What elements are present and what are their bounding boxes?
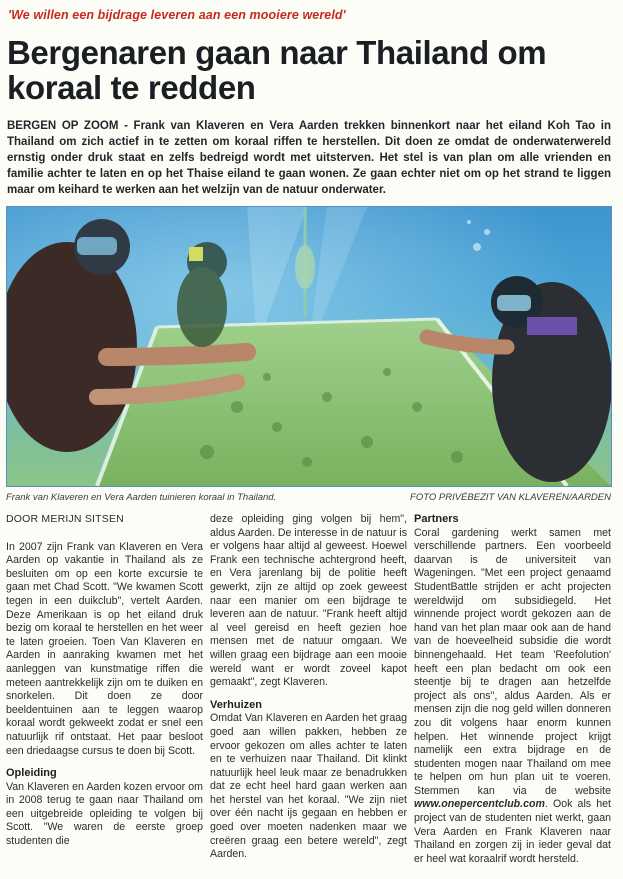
coral-garden-illustration: [7, 207, 611, 486]
kicker-quote: 'We willen een bijdrage leveren aan een mooiere wereld': [8, 8, 346, 22]
photo-credit: FOTO PRIVÉBEZIT VAN KLAVEREN/AARDEN: [410, 492, 611, 503]
website-link[interactable]: www.onepercentclub.com: [414, 798, 545, 811]
article-column-1: [6, 513, 203, 849]
body-paragraph: Omdat Van Klaveren en Aarden het graag goed aan willen pakken, hebben ze ervoor gekozen om alles achter te laten en te verhuizen naar Thailand. Dit klinkt natuurlijk heel leuk maar ze benadrukken dat ze echt heel hard gaan werken aan het herstel van het koraal. "We zijn niet over één nacht ijs gegaan en hebben er goed over moeten nadenken maar we creëren graag een betere wereld", zegt Aarden.: [210, 712, 407, 861]
subheading-partners: Partners: [414, 513, 459, 525]
article-column-2: [210, 513, 407, 862]
byline: DOOR MERIJN SITSEN: [6, 513, 124, 525]
body-text: Coral gardening werkt samen met verschillende partners. Een voorbeeld daarvan is de universiteit van Wageningen. "Met een project genaamd StudentBattle strijden er acht projecten wereldwijd om subsidiegeld. Het winnende project wordt gekozen aan de hand van het plan maar ook aan de hand van de hoeveelheid subsidie die wordt binnengehaald. Het team 'Reefolution' heeft een plan bedacht om ook een steentje bij te dragen aan hetzelfde project als ons", aldus Aarden. Als er mensen zijn die nog geld willen donneren zou dit volgens haar enorm kunnen helpen. Het winnende project krijgt namelijk een extra bijdrage en de studenten mogen naar Thailand om mee te helpen om hun plan uit te voeren. Stemmen kan via de website: [414, 526, 611, 797]
headline: Bergenaren gaan naar Thailand om koraal te redden: [7, 34, 547, 106]
body-text: . Ook als het project van de studenten niet werkt, gaan Vera Aarden en Frank Klaveren naar Thailand en zorgen zij in ieder geval dat er heel wat koraalrif wordt hersteld.: [414, 798, 611, 865]
body-paragraph: [414, 527, 611, 867]
lead-paragraph: BERGEN OP ZOOM - Frank van Klaveren en Vera Aarden trekken binnenkort naar het eiland Koh Tao in Thailand om zich actief in te zetten om koraal riffen te herstellen. Dit doen ze omdat de onderwaterwereld ernstig onder druk staat en zelfs bedreigd wordt met uitsterven. Het stel is van plan om alle vrienden en familie achter te laten en op het Thaise eiland te gaan wonen. Ze gaan echter niet om op het strand te liggen maar om keihard te werken aan het welzijn van de natuur onderwater.: [7, 120, 611, 196]
body-paragraph: In 2007 zijn Frank van Klaveren en Vera Aarden op vakantie in Thailand als ze besluiten om op een korte excursie te gaan met Chad Scott. "We kwamen Scott tegen in een duikclub", vertelt Aarden. Deze Amerikaan is op het eiland druk bezig om koraal te herstellen en het weer te laten groeien. Toen Van Klaveren en Aarden in aanraking kwamen met het aanleggen van kunstmatige riffen die meteen aantrekkelijk zijn om te duiken en snorkelen. Dit doen ze door beeldentuinen aan te leggen waarop koraal wordt gekweekt zodat er snel een natuurlijk rif ontstaat. Het paar besloot een driedaagse cursus te doen bij Scott.: [6, 540, 203, 757]
photo-caption: Frank van Klaveren en Vera Aarden tuinieren koraal in Thailand.: [6, 492, 277, 503]
subheading-verhuizen: Verhuizen: [210, 698, 262, 711]
underwater-photo: [6, 206, 612, 487]
article-column-3: [414, 513, 611, 866]
body-paragraph: deze opleiding ging volgen bij hem", aldus Aarden. De interesse in de natuur is er volgens haar altijd al geweest. Hoewel Frank een technische achtergrond heeft, en Vera jarenlang bij de politie heeft gewerkt, zijn ze altijd op zoek geweest naar een manier om een bijdrage te leveren aan de natuur. "Frank heeft altijd al veel gereisd en heeft gezien hoe mensen met de natuur omgaan. We willen graag een bijdrage aan een mooie wereld want er wordt zoveel kapot gemaakt", zegt Klaveren.: [210, 513, 407, 689]
body-paragraph: Van Klaveren en Aarden kozen ervoor om in 2008 terug te gaan naar Thailand om een uitgebreide opleiding te volgen bij Scott. "We waren de eerste groep studenten die: [6, 780, 203, 848]
subheading-opleiding: Opleiding: [6, 767, 57, 780]
